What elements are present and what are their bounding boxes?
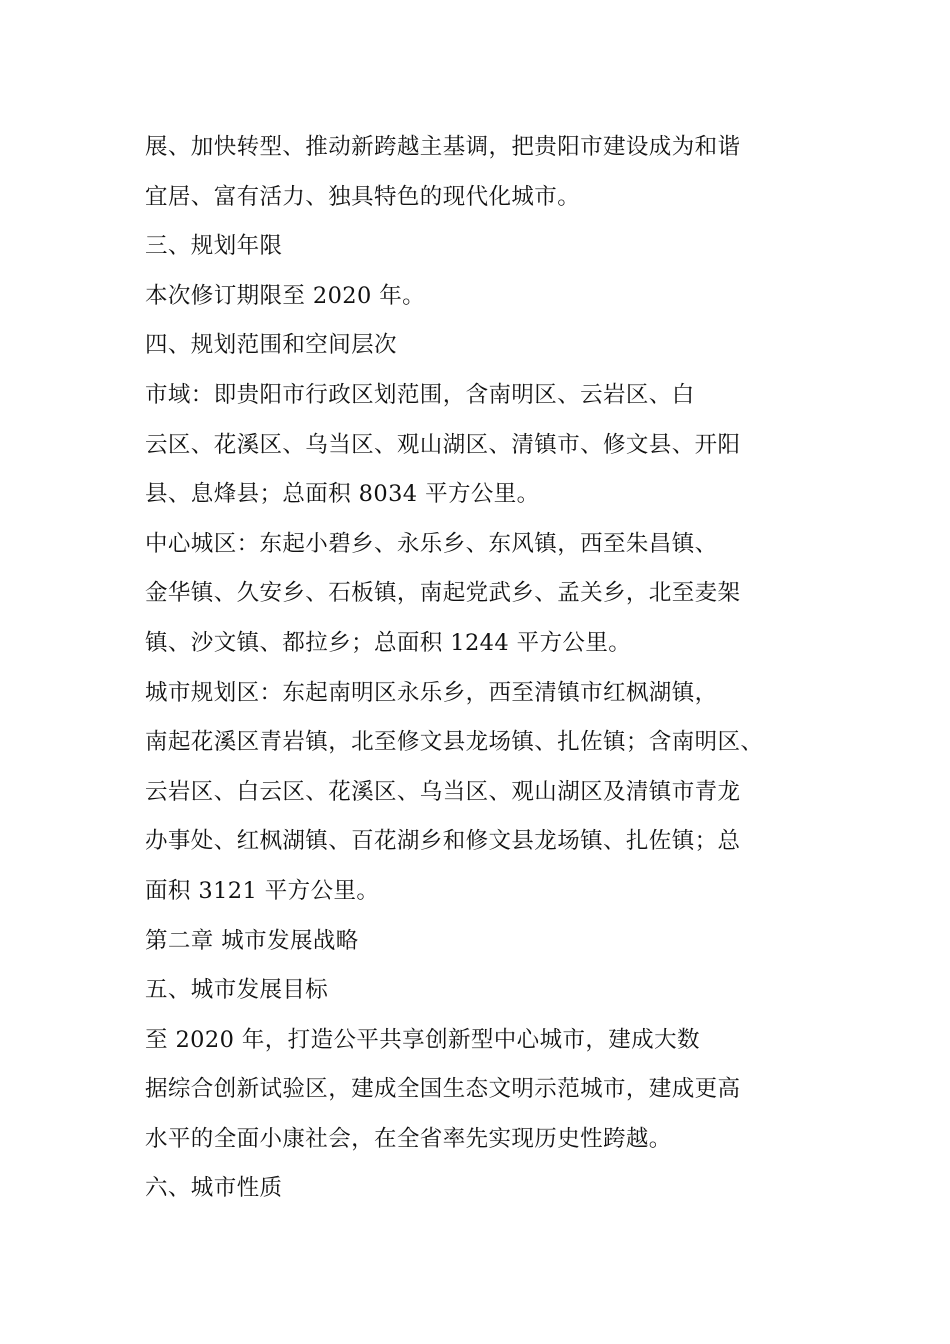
text-line: 中心城区：东起小碧乡、永乐乡、东风镇，西至朱昌镇、	[145, 530, 718, 557]
section-heading: 三、规划年限	[145, 233, 283, 260]
text-line: 金华镇、久安乡、石板镇，南起党武乡、孟关乡，北至麦架	[145, 580, 741, 607]
chapter-heading: 第二章 城市发展战略	[145, 927, 359, 954]
text-line: 镇、沙文镇、都拉乡；总面积 1244 平方公里。	[145, 629, 632, 656]
text-line: 水平的全面小康社会，在全省率先实现历史性跨越。	[145, 1125, 672, 1152]
text-line: 县、息烽县；总面积 8034 平方公里。	[145, 481, 540, 508]
text-line: 展、加快转型、推动新跨越主基调，把贵阳市建设成为和谐	[145, 134, 741, 160]
section-heading: 五、城市发展目标	[145, 977, 329, 1004]
document-body	[145, 123, 805, 1214]
text-line: 据综合创新试验区，建成全国生态文明示范城市，建成更高	[145, 1076, 741, 1103]
text-line: 云区、花溪区、乌当区、观山湖区、清镇市、修文县、开阳	[145, 431, 741, 458]
text-line: 市域：即贵阳市行政区划范围，含南明区、云岩区、白	[145, 381, 695, 408]
text-line: 办事处、红枫湖镇、百花湖乡和修文县龙场镇、扎佐镇；总	[145, 828, 741, 855]
text-line: 面积 3121 平方公里。	[145, 877, 380, 904]
section-heading: 六、城市性质	[145, 1175, 283, 1202]
text-line: 云岩区、白云区、花溪区、乌当区、观山湖区及清镇市青龙	[145, 778, 741, 805]
text-line: 本次修订期限至 2020 年。	[145, 282, 426, 309]
text-line: 南起花溪区青岩镇，北至修文县龙场镇、扎佐镇；含南明区、	[145, 729, 764, 756]
text-line: 城市规划区：东起南明区永乐乡，西至清镇市红枫湖镇，	[145, 679, 718, 706]
text-line: 宜居、富有活力、独具特色的现代化城市。	[145, 183, 581, 210]
text-line: 至 2020 年，打造公平共享创新型中心城市，建成大数	[145, 1026, 700, 1053]
section-heading: 四、规划范围和空间层次	[145, 332, 397, 359]
